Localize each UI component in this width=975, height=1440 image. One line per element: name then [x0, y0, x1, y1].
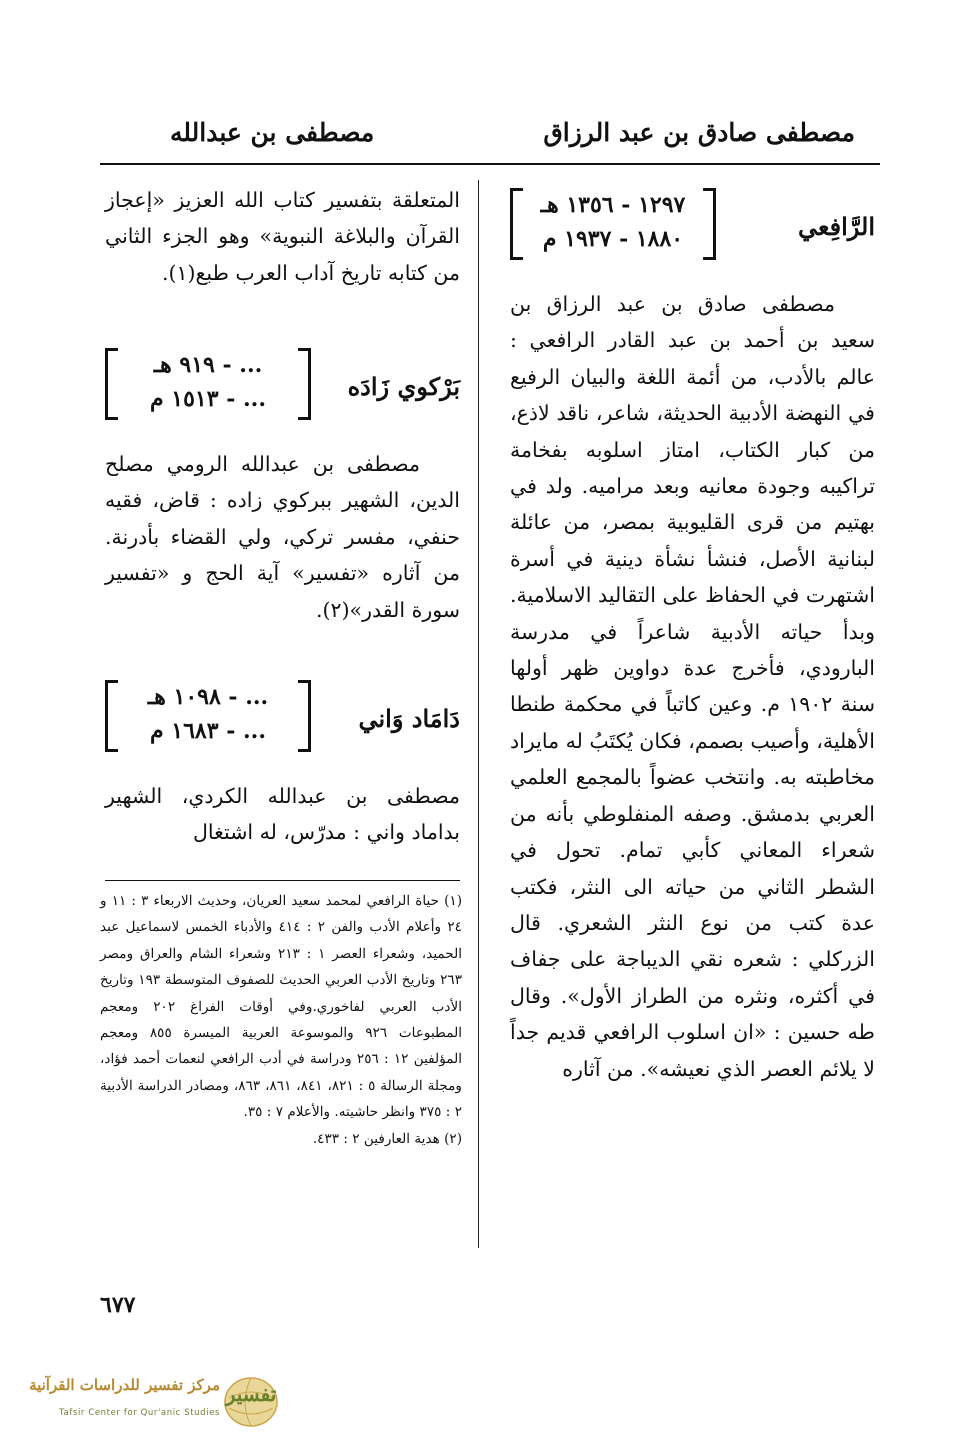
entry-paragraph: مصطفى صادق بن عبد الرزاق بن سعيد بن أحمد بن عبد القادر الرافعي : عالم بالأدب، من أئمة اللغة والبيان الرفيع في النهضة الأدبية الحديثة، شاعر، ناقد لاذع، من كبار الكتاب، امتاز اسلوبه بفخامة تراكيبه وجودة معانيه وبعد مراميه. ولد في بهتيم من قرى القليوبية بمصر، من عائلة لبنانية الأصل، فنشأ نشأة دينية في أسرة اشتهرت في الحفاظ على التقاليد الاسلامية. وبدأ حياته الأدبية شاعراً في مدرسة البارودي، فأخرج عدة دواوين ظهر أولها سنة ١٩٠٢ م. وعين كاتباً في محكمة طنطا الأهلية، وأصيب بصمم، فكان يُكتَبُ له مايراد مخاطبته به. وانتخب عضواً بالمجمع العلمي العربي بدمشق. وصفه المنفلوطي بأنه من شعراء المعاني كأبي تمام. تحول في الشطر الثاني من حياته الى النثر، فكتب عدة كتب من نوع النثر الشعري. قال الزركلي : شعره نقي الديباجة على جفاف في أكثره، ونثره من الطراز الأول». وقال طه حسين : «ان اسلوب الرافعي قديم جداً لا يلائم العصر الذي نعيشه». من آثاره — [510, 292, 876, 1081]
logo-arabic-text: مركز تفسير للدراسات القرآنية — [29, 1376, 220, 1394]
globe-icon — [223, 1376, 279, 1428]
continued-text: المتعلقة بتفسير كتاب الله العزيز «إعجاز القرآن والبلاغة النبوية» وهو الجزء الثاني من كتابه تاريخ آداب العرب طبع(١). — [105, 188, 460, 285]
right-column — [510, 182, 875, 1087]
header-right-title: مصطفى صادق بن عبد الرزاق — [543, 118, 855, 147]
entry-body — [105, 446, 460, 628]
entry-heading-barkawi — [105, 342, 460, 438]
footnote-1: (١) حياة الرافعي لمحمد سعيد العريان، وحديث الاربعاء ٣ : ١١ و ٢٤ وأعلام الأدب والفن ٢ : ٤١٤ والأدباء الخمس لاسماعيل عبد الحميد، وشعراء العصر ١ : ٢١٣ وشعراء الشام والعراق ومصر ٢٦٣ وتاريخ الأدب العربي الحديث للصفوف المتوسطة ١٩٣ وتاريخ الأدب العربي لفاخوري.وفي أوقات الفراغ ٢٠٢ ومعجم المطبوعات ٩٢٦ والموسوعة العربية الميسرة ٨٥٥ ومعجم المؤلفين ١٢ : ٢٥٦ ودراسة في أدب الرافعي لنعمات أحمد فؤاد، ومجلة الرسالة ٥ : ٨٢١، ٨٤١، ٨٦١، ٨٦٣، ومصادر الدراسة الأدبية ٢ : ٣٧٥ وانظر حاشيته. والأعلام ٧ : ٣٥. — [100, 893, 463, 1121]
header-left-title: مصطفى بن عبدالله — [170, 118, 375, 147]
entry-name: الرَّافِعي — [798, 212, 875, 241]
entry-paragraph: مصطفى بن عبدالله الرومي مصلح الدين، الشهير ببركوي زاده : قاض، فقيه حنفي، مفسر تركي، ولي القضاء بأدرنة. من آثاره «تفسير» آية الحج و «تفسير سورة القدر»(٢). — [105, 452, 460, 622]
date-bracket — [510, 188, 716, 260]
footnote-rule — [105, 880, 460, 881]
running-header — [100, 118, 875, 158]
date-bracket — [105, 680, 311, 752]
footnote-2: (٢) هدية العارفين ٢ : ٤٣٣. — [312, 1130, 462, 1147]
date-gregorian: ١٨٨٠ - ١٩٣٧ م — [542, 226, 684, 252]
date-hijri: ... - ٩١٩ هـ — [153, 352, 263, 378]
entry-paragraph: مصطفى بن عبدالله الكردي، الشهير بداماد واني : مدرّس، له اشتغال — [105, 784, 460, 845]
entry-name: بَرْكوي زَادَه — [347, 372, 460, 401]
date-hijri: ... - ١٠٩٨ هـ — [147, 684, 269, 711]
publisher-logo — [8, 1372, 288, 1434]
entry-heading-rafii — [510, 182, 875, 278]
page-number: ٦٧٧ — [100, 1292, 136, 1318]
entry-heading-damad — [105, 674, 460, 770]
entry-body — [510, 286, 875, 1087]
entry-name: دَامَاد وَاني — [358, 704, 460, 734]
logo-english-text: Tafsir Center for Qur'anic Studies — [59, 1408, 220, 1418]
footnotes — [100, 888, 462, 1152]
date-bracket — [105, 348, 311, 420]
left-column — [105, 182, 460, 851]
column-divider — [478, 180, 479, 1248]
entry-body — [105, 778, 460, 851]
date-gregorian: ... - ١٥١٣ م — [150, 386, 266, 412]
date-gregorian: ... - ١٦٨٣ م — [150, 718, 266, 745]
header-rule — [100, 163, 880, 165]
logo-word: تفسير — [225, 1382, 277, 1406]
date-hijri: ١٢٩٧ - ١٣٥٦ هـ — [540, 192, 686, 218]
